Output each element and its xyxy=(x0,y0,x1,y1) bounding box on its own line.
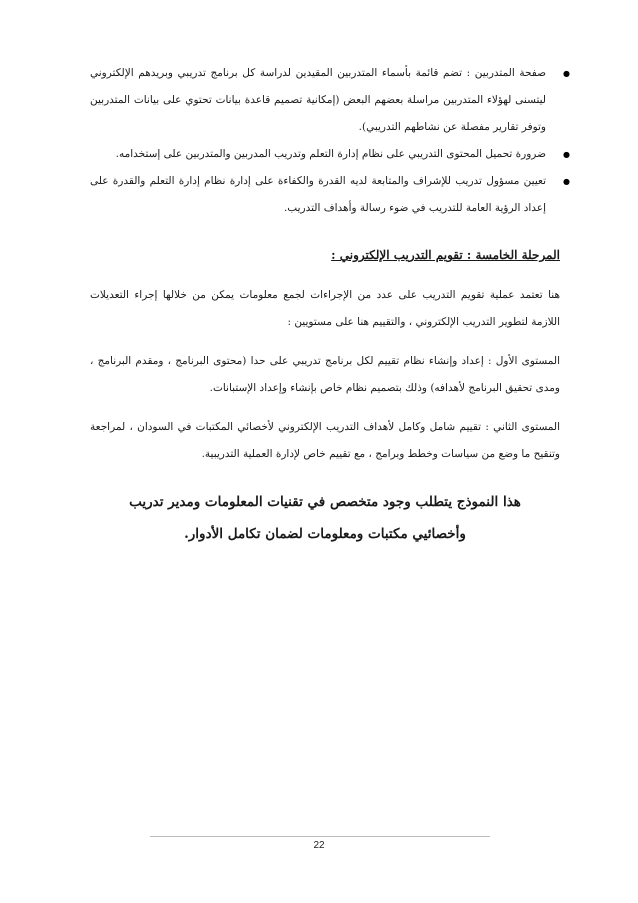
list-item: ● ضرورة تحميل المحتوى التدريبي على نظام إدارة التعلم وتدريب المدربين والمتدربين على إستخدامه. xyxy=(90,141,560,168)
paragraph-level-one: المستوى الأول : إعداد وإنشاء نظام تقييم لكل برنامج تدريبي على حدا (محتوى البرنامج ، ومقدم البرنامج ، ومدى تحقيق البرنامج لأهدافه) وذلك بتصميم نظام خاص بإنشاء وإعداد الإستبانات. xyxy=(90,355,560,394)
footer-divider xyxy=(150,836,490,837)
page-number: 22 xyxy=(313,840,325,851)
closing-note: هذا النموذج يتطلب وجود متخصص في تقنيات المعلومات ومدير تدريب وأخصائيي مكتبات ومعلومات لضمان تكامل الأدوار. xyxy=(129,494,521,542)
list-item: ● صفحة المتدربين : تضم قائمة بأسماء المتدربين المقيدين لدراسة كل برنامج تدريبي وبريدهم الإلكتروني ليتسنى لهؤلاء المتدربين مراسلة بعضهم البعض (إمكانية تصميم قاعدة بيانات تحتوي على بيانات المتدربين وتوفر تقارير مفصلة عن نشاطهم التدريبي). xyxy=(90,60,560,141)
bullet-list xyxy=(90,60,560,222)
paragraph-intro: هنا تعتمد عملية تقويم التدريب على عدد من الإجراءات لجمع معلومات يمكن من خلالها إجراء التعديلات اللازمة لتطوير التدريب الإلكتروني ، والتقييم هنا على مستويين : xyxy=(90,289,560,328)
list-item: ● تعيين مسؤول تدريب للإشراف والمتابعة لديه القدرة والكفاءة على إدارة نظام إدارة التعلم والقدرة على إعداد الرؤية العامة للتدريب في ضوء رسالة وأهداف التدريب. xyxy=(90,168,560,222)
document-body xyxy=(90,60,560,550)
section-heading-text: المرحلة الخامسة : تقويم التدريب الإلكتروني : xyxy=(331,248,560,262)
paragraph-level-two: المستوى الثاني : تقييم شامل وكامل لأهداف التدريب الإلكتروني لأخصائي المكتبات في السودان ، لمراجعة وتنقيح ما وضع من سياسات وخطط وبرامج ، مع تقييم خاص لإدارة العملية التدريبية. xyxy=(90,421,560,460)
section-heading xyxy=(90,240,560,270)
